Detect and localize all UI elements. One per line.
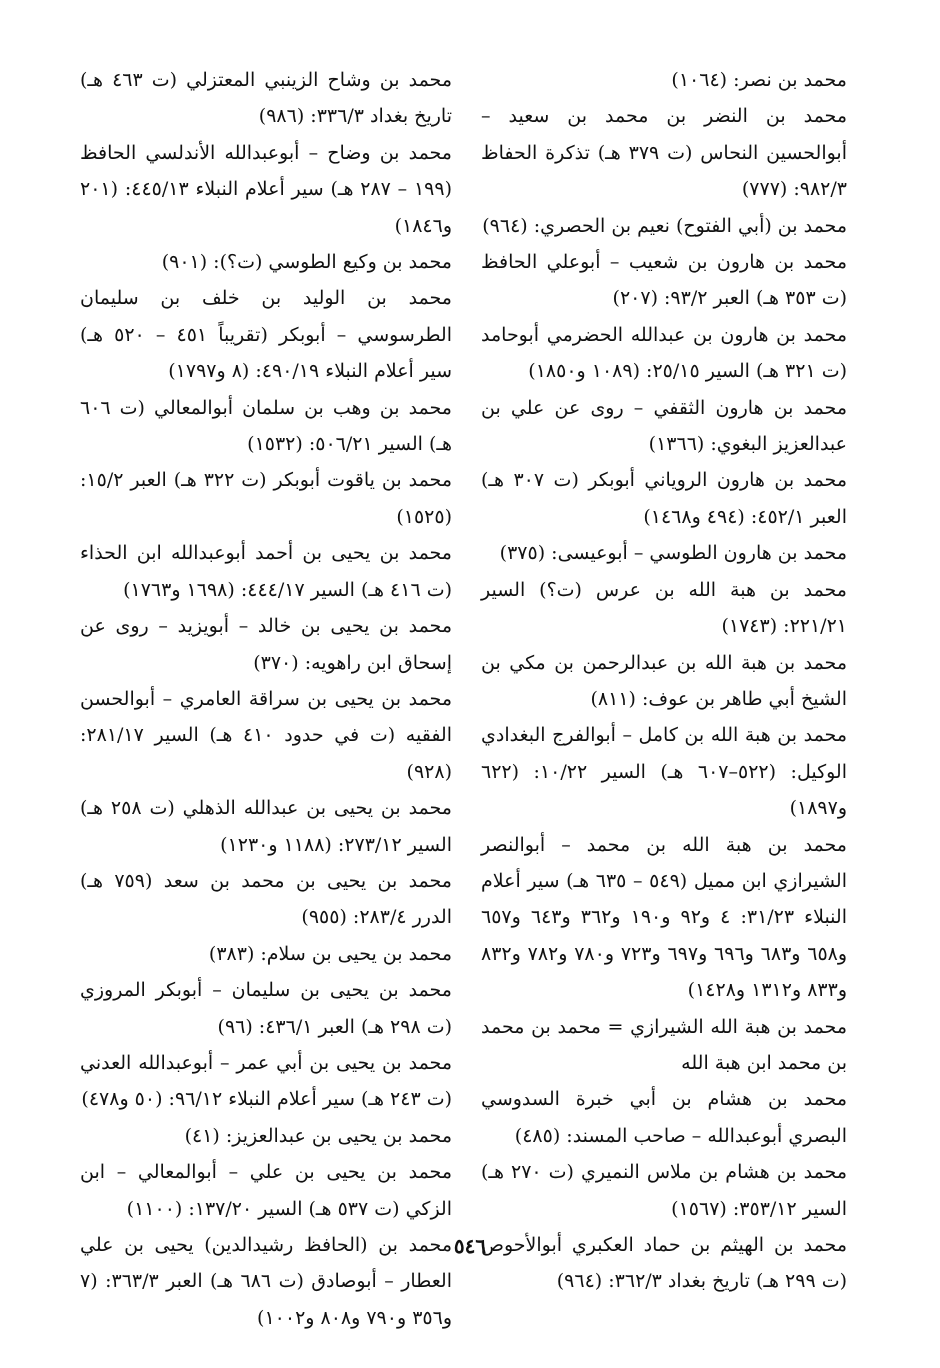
index-entry: محمد بن نصر: (١٠٦٤) [671,69,847,91]
index-entry: محمد بن هبة الله الشيرازي = محمد بن محمد بن محمد ابن هبة الله [481,1015,847,1074]
index-entry: محمد بن يحيى بن عبدالعزيز: (٤١) [184,1124,452,1147]
index-entry: محمد بن وكيع الطوسي (ت؟): (٩٠١) [161,251,452,274]
index-entry: محمد بن يحيى بن محمد بن سعد (٧٥٩ هـ) الدرر ٢٨٣/٤: (٩٥٥) [80,869,452,929]
index-column-left [80,62,452,1336]
index-entry: محمد بن (الحافظ رشيدالدين) يحيى بن علي العطار – أبوصادق (ت ٦٨٦ هـ) العبر ٣٦٣/٣: (٧ و٣٥٦ و٧٩٠ و٨٠٨ و١٠٠٢) [80,1234,452,1329]
index-entry: محمد بن وضاح – أبوعبدالله الأندلسي الحافظ (١٩٩ – ٢٨٧ هـ) سير أعلام النبلاء ٤٤٥/١٣: (٢٠١ و١٨٤٦) [80,141,452,237]
index-entry: محمد بن ياقوت أبوبكر (ت ٣٢٢ هـ) العبر ١٥/٢: (١٥٢٥) [80,469,453,528]
index-entry: محمد بن هبة الله بن كامل – أبوالفرج البغدادي الوكيل: (٥٢٢–٦٠٧ هـ) السير ١٠/٢٢: (٦٢٢ و١٨٩٧) [481,724,847,820]
index-entry: محمد بن الوليد بن خلف بن سليمان الطرسوسي – أبوبكر (تقريباً ٤٥١ – ٥٢٠ هـ) سير أعلام النبلاء ٤٩٠/١٩: (٨ و١٧٩٧) [80,287,452,383]
index-entry: محمد بن هارون الثقفي – روى عن علي بن عبدالعزيز البغوي: (١٣٦٦) [481,396,847,456]
index-entry: محمد بن يحيى بن أحمد أبوعبدالله ابن الحذاء (ت ٤١٦ هـ) السير ٤٤٤/١٧: (١٦٩٨ و١٧٦٣) [80,542,452,601]
index-entry: محمد بن وهب بن سلمان أبوالمعالي (ت ٦٠٦ هـ) السير ٥٠٦/٢١: (١٥٣٢) [80,396,452,456]
index-entry: محمد بن الهيثم بن حماد العكبري أبوالأحوص (ت ٢٩٩ هـ) تاريخ بغداد ٣٦٢/٣: (٩٦٤) [481,1234,847,1293]
index-entry: محمد بن هشام بن أبي خبرة السدوسي البصري أبوعبدالله – صاحب المسند: (٤٨٥) [481,1088,847,1147]
index-entry: محمد بن يحيى بن سراقة العامري – أبوالحسن الفقيه (ت في حدود ٤١٠ هـ) السير ٢٨١/١٧: (٩٢٨) [80,687,452,783]
index-entry: محمد بن يحيى بن خالد – أبويزيد – روى عن إسحاق ابن راهويه: (٣٧٠) [80,615,452,674]
index-entry: محمد بن هارون الطوسي – أبوعيسى: (٣٧٥) [499,542,847,565]
index-entry: محمد بن هشام بن ملاس النميري (ت ٢٧٠ هـ) السير ٣٥٣/١٢: (١٥٦٧) [481,1161,847,1220]
index-entry: محمد بن يحيى بن سليمان – أبوبكر المروزي (ت ٢٩٨ هـ) العبر ٤٣٦/١: (٩٦) [80,979,452,1038]
index-entry: محمد بن وشاح الزينبي المعتزلي (ت ٤٦٣ هـ) تاريخ بغداد ٣٣٦/٣: (٩٨٦) [80,69,452,128]
index-entry: محمد بن يحيى بن أبي عمر – أبوعبدالله العدني (ت ٢٤٣ هـ) سير أعلام النبلاء ٩٦/١٢: (٥٠ و٤٧٨) [80,1051,452,1111]
index-entry: محمد بن يحيى بن علي – أبوالمعالي – ابن الزكي (ت ٥٣٧ هـ) السير ١٣٧/٢٠: (١١٠٠) [80,1161,452,1220]
index-entry: محمد بن هارون الروياني أبوبكر (ت ٣٠٧ هـ) العبر ٤٥٢/١: (٤٩٤ و١٤٦٨) [481,469,847,528]
index-entry: محمد بن هبة الله بن محمد – أبوالنصر الشيرازي ابن مميل (٥٤٩ – ٦٣٥ هـ) سير أعلام النبلاء ٣١/٢٣: ٤ و٩٢ و١٩٠ و٣٦٢ و٦٤٣ و٦٥٧ و٦٥٨ و٦٨٣ و٦٩٦ و٦٩٧ و٧٢٣ و٧٨٠ و٧٨٢ و٨٣٢ و٨٣٣ و١٣١٢ و١٤٢٨) [481,833,848,1002]
index-entry: محمد بن النضر بن محمد بن سعيد – أبوالحسين النحاس (ت ٣٧٩ هـ) تذكرة الحفاظ ٩٨٢/٣: (٧٧٧) [481,105,847,201]
index-entry: محمد بن هبة الله بن عبدالرحمن بن مكي بن الشيخ أبي طاهر بن عوف: (٨١١) [481,651,847,710]
index-column-right [481,62,847,1300]
index-entry: محمد بن (أبي الفتوح) نعيم بن الحصري: (٩٦٤) [482,214,847,237]
index-entry: محمد بن هارون بن عبدالله الحضرمي أبوحامد (ت ٣٢١ هـ) السير ٢٥/١٥: (١٠٨٩ و١٨٥٠) [481,323,847,383]
page-number: ٥٤٦ [453,1234,487,1258]
index-entry: محمد بن هارون بن شعيب – أبوعلي الحافظ (ت ٣٥٣ هـ) العبر ٩٣/٢: (٢٠٧) [481,251,847,310]
index-entry: محمد بن هبة الله بن عرس (ت؟) السير ٢٢١/٢١: (١٧٤٣) [481,578,847,638]
index-entry: محمد بن يحيى بن سلام: (٣٨٣) [208,942,452,965]
index-entry: محمد بن يحيى بن عبدالله الذهلي (ت ٢٥٨ هـ) السير ٢٧٣/١٢: (١١٨٨ و١٢٣٠) [80,797,452,856]
